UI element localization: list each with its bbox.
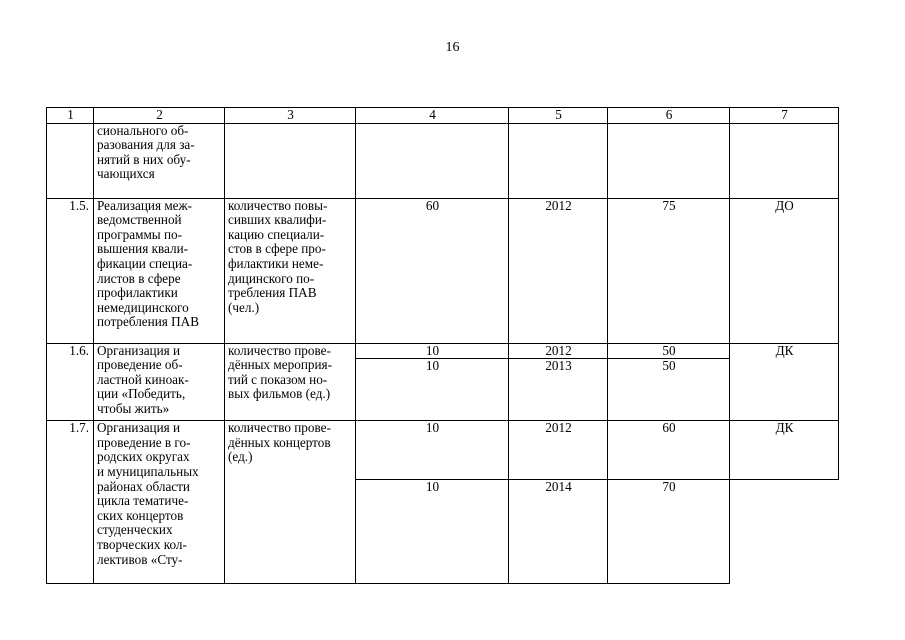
value2-cell: 75 xyxy=(608,198,730,343)
measures-table xyxy=(46,107,839,584)
executor-cell: ДК xyxy=(730,421,839,480)
year-cell: 2014 xyxy=(509,480,608,584)
measure-cell: Организация и проведение об- ластной киноак- ции «Победить, чтобы жить» xyxy=(94,343,225,421)
header-col-3: 3 xyxy=(225,108,356,124)
table-row xyxy=(47,123,839,198)
row-number: 1.6. xyxy=(47,343,94,421)
header-col-7: 7 xyxy=(730,108,839,124)
row-number: 1.5. xyxy=(47,198,94,343)
value2-cell: 50 xyxy=(608,343,730,359)
measure-cell: сионального об- разования для за- нятий в них обу- чающихся xyxy=(94,123,225,198)
page-number: 16 xyxy=(445,40,460,55)
value2-cell xyxy=(608,123,730,198)
value2-cell: 60 xyxy=(608,421,730,480)
header-row xyxy=(47,108,839,124)
indicator-cell xyxy=(225,123,356,198)
header-col-4: 4 xyxy=(356,108,509,124)
executor-cell: ДК xyxy=(730,343,839,421)
indicator-cell: количество прове- дённых мероприя- тий с показом но- вых фильмов (ед.) xyxy=(225,343,356,421)
year-cell: 2012 xyxy=(509,343,608,359)
value-cell xyxy=(356,123,509,198)
header-col-1: 1 xyxy=(47,108,94,124)
value-cell: 10 xyxy=(356,343,509,359)
table-row xyxy=(47,198,839,343)
value2-cell: 50 xyxy=(608,359,730,421)
indicator-cell: количество прове- дённых концертов (ед.) xyxy=(225,421,356,584)
value-cell: 10 xyxy=(356,421,509,480)
value-cell: 60 xyxy=(356,198,509,343)
measure-cell: Организация и проведение в го- родских округах и муниципальных районах области цикла тематиче- ских концертов студенческих творческих кол- лективов «Сту- xyxy=(94,421,225,584)
executor-cell: ДО xyxy=(730,198,839,343)
value-cell: 10 xyxy=(356,359,509,421)
year-cell: 2012 xyxy=(509,421,608,480)
year-cell: 2012 xyxy=(509,198,608,343)
table-row xyxy=(47,343,839,359)
measure-cell: Реализация меж- ведомственной программы по- вышения квали- фикации специа- листов в сфере профилактики немедицинского потребления ПАВ xyxy=(94,198,225,343)
value-cell: 10 xyxy=(356,480,509,584)
header-col-6: 6 xyxy=(608,108,730,124)
header-col-2: 2 xyxy=(94,108,225,124)
row-number: 1.7. xyxy=(47,421,94,584)
value2-cell: 70 xyxy=(608,480,730,584)
year-cell: 2013 xyxy=(509,359,608,421)
table-row xyxy=(47,421,839,480)
executor-cell xyxy=(730,123,839,198)
executor-cell-empty xyxy=(730,480,839,584)
row-number xyxy=(47,123,94,198)
indicator-cell: количество повы- сивших квалифи- кацию специали- стов в сфере про- филактики неме- дицинского по- требления ПАВ (чел.) xyxy=(225,198,356,343)
year-cell xyxy=(509,123,608,198)
header-col-5: 5 xyxy=(509,108,608,124)
